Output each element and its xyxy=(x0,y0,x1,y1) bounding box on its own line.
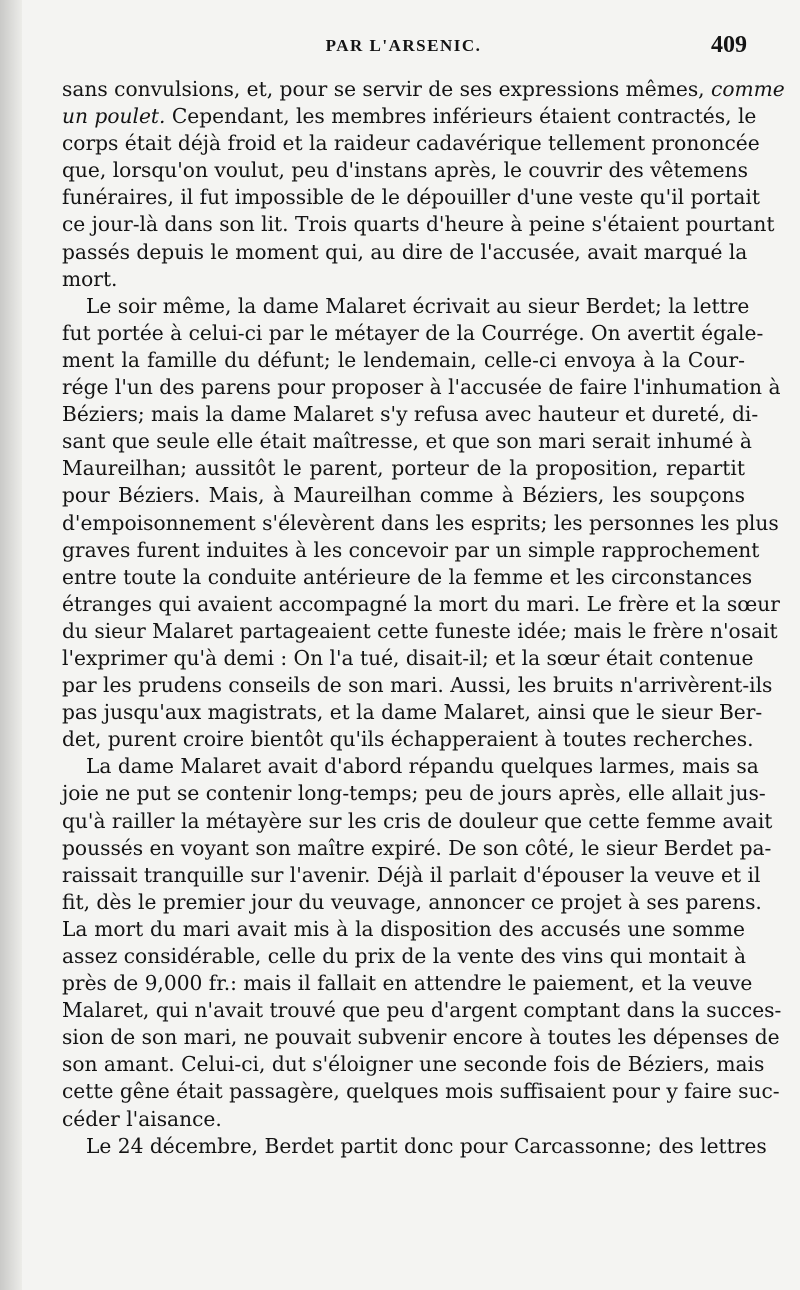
text-line: sans convulsions, et, pour se servir de ses expressions mêmes, comme xyxy=(62,77,785,101)
text-line: sion de son mari, ne pouvait subvenir encore à toutes les dépenses de xyxy=(62,1025,780,1050)
page-header xyxy=(62,30,745,72)
book-gutter-shadow xyxy=(0,0,22,1290)
text-line: graves furent induites à les concevoir par un simple rapprochement xyxy=(62,537,760,562)
text-line: près de 9,000 fr.: mais il fallait en attendre le paiement, et la veuve xyxy=(62,971,753,996)
text-line: poussés en voyant son maître expiré. De son côté, le sieur Berdet pa- xyxy=(62,835,772,860)
text-line: fit, dès le premier jour du veuvage, annoncer ce projet à ses parens. xyxy=(62,889,762,914)
text-line: passés depuis le moment qui, au dire de l'accusée, avait marqué la xyxy=(62,239,748,264)
text-line: funéraires, il fut impossible de le dépouiller d'une veste qu'il portait xyxy=(62,185,760,210)
text-line: joie ne put se contenir long-temps; peu de jours après, elle allait jus- xyxy=(62,781,766,806)
text-line: étranges qui avaient accompagné la mort du mari. Le frère et la sœur xyxy=(62,591,780,616)
text-line: Le soir même, la dame Malaret écrivait au sieur Berdet; la lettre xyxy=(86,293,750,318)
running-head: PAR L'ARSENIC. xyxy=(325,36,482,55)
text-line: par les prudens conseils de son mari. Aussi, les bruits n'arrivèrent-ils xyxy=(62,673,773,698)
text-line: ce jour-là dans son lit. Trois quarts d'heure à peine s'étaient pourtant xyxy=(62,212,775,237)
text-line: du sieur Malaret partageaient cette funeste idée; mais le frère n'osait xyxy=(62,618,778,643)
text-line: raissait tranquille sur l'avenir. Déjà il parlait d'épouser la veuve et il xyxy=(62,862,761,887)
page-number: 409 xyxy=(711,32,747,58)
text-line: Maureilhan; aussitôt le parent, porteur de la proposition, repartit xyxy=(62,456,745,481)
book-page xyxy=(62,30,785,1160)
text-line: d'empoisonnement s'élevèrent dans les esprits; les personnes les plus xyxy=(62,510,779,535)
text-line: un poulet. Cependant, les membres inférieurs étaient contractés, le xyxy=(62,104,757,129)
text-line: corps était déjà froid et la raideur cadavérique tellement prononcée xyxy=(62,131,760,156)
text-line: det, purent croire bientôt qu'ils échapperaient à toutes recherches. xyxy=(62,727,754,752)
body-text xyxy=(62,76,785,1160)
text-line: entre toute la conduite antérieure de la femme et les circonstances xyxy=(62,564,753,589)
text-line: assez considérable, celle du prix de la vente des vins qui montait à xyxy=(62,944,747,968)
text-line: son amant. Celui-ci, dut s'éloigner une seconde fois de Béziers, mais xyxy=(62,1052,765,1077)
text-line: qu'à railler la métayère sur les cris de douleur que cette femme avait xyxy=(62,808,773,833)
text-line: l'exprimer qu'à demi : On l'a tué, disait-il; et la sœur était contenue xyxy=(62,645,754,670)
text-line: ment la famille du défunt; le lendemain, celle-ci envoya à la Cour- xyxy=(62,347,745,372)
text-line: Béziers; mais la dame Malaret s'y refusa avec hauteur et dureté, di- xyxy=(62,402,759,427)
text-line: rége l'un des parens pour proposer à l'accusée de faire l'inhumation à xyxy=(62,375,781,400)
text-line: sant que seule elle était maîtresse, et que son mari serait inhumé à xyxy=(62,429,752,454)
text-line: La dame Malaret avait d'abord répandu quelques larmes, mais sa xyxy=(86,754,759,779)
text-line: cette gêne était passagère, quelques mois suffisaient pour y faire suc- xyxy=(62,1079,780,1104)
text-line: mort. xyxy=(62,266,118,291)
text-line: céder l'aisance. xyxy=(62,1106,222,1131)
text-line: Malaret, qui n'avait trouvé que peu d'argent comptant dans la succes- xyxy=(62,998,782,1023)
text-line: pour Béziers. Mais, à Maureilhan comme à Béziers, les soupçons xyxy=(62,483,745,508)
text-line: La mort du mari avait mis à la disposition des accusés une somme xyxy=(62,916,745,941)
text-line: pas jusqu'aux magistrats, et la dame Malaret, ainsi que le sieur Ber- xyxy=(62,700,763,725)
text-line: Le 24 décembre, Berdet partit donc pour Carcassonne; des lettres xyxy=(86,1133,767,1158)
text-line: fut portée à celui-ci par le métayer de la Courrége. On avertit égale- xyxy=(62,320,764,345)
text-line: que, lorsqu'on voulut, peu d'instans après, le couvrir des vêtemens xyxy=(62,158,748,183)
